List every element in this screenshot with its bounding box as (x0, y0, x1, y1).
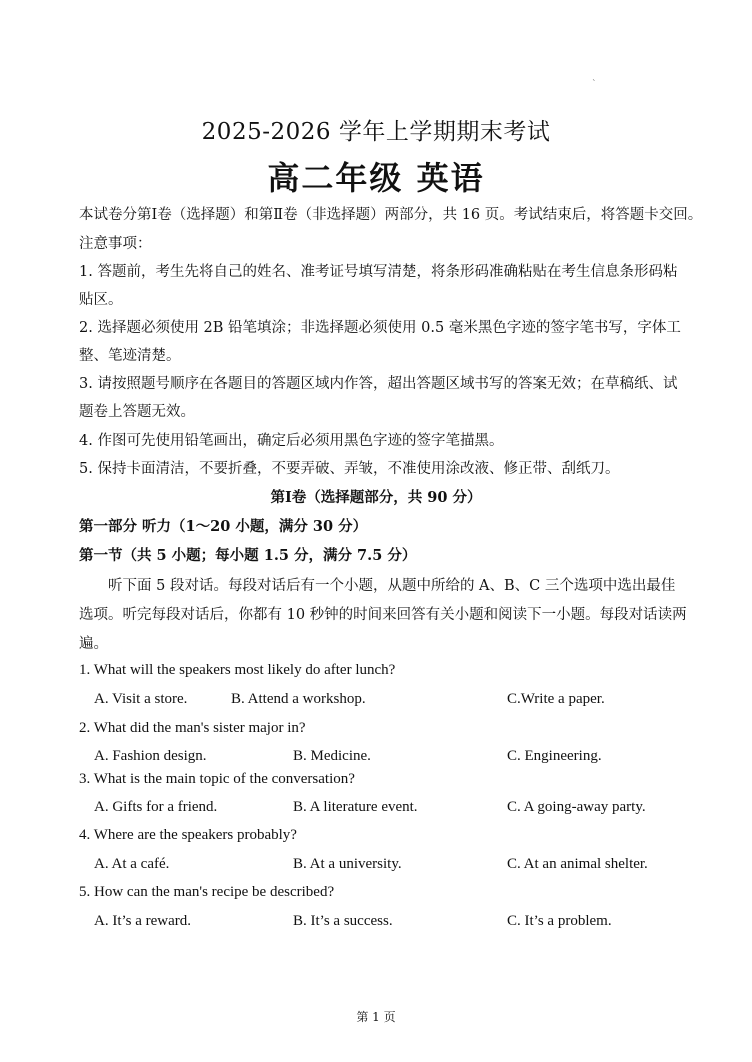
note-line: 1. 答题前，考生先将自己的姓名、准考证号填写清楚，将条形码准确粘贴在考生信息条形码粘 (79, 264, 678, 280)
note-line: 题卷上答题无效。 (79, 404, 195, 420)
intro-line: 本试卷分第Ⅰ卷（选择题）和第Ⅱ卷（非选择题）两部分，共 16 页。考试结束后，将答题卡交回。 (79, 207, 703, 223)
notice-heading: 注意事项： (79, 236, 152, 252)
question-stem: 3. What is the main topic of the conversation? (79, 771, 355, 787)
part-heading: 第一部分 听力（1～20 小题，满分 30 分） (79, 518, 368, 535)
option-b: B. Attend a workshop. (231, 691, 366, 707)
option-a: A. Visit a store. (94, 691, 188, 707)
option-b: B. Medicine. (293, 748, 371, 764)
subject-title: 高二年级 英语 (267, 159, 485, 197)
note-line: 4. 作图可先使用铅笔画出，确定后必须用黑色字迹的签字笔描黑。 (79, 433, 504, 449)
note-line: 贴区。 (79, 292, 123, 308)
note-line: 2. 选择题必须使用 2B 铅笔填涂；非选择题必须使用 0.5 毫米黑色字迹的签字笔书写，字体工 (79, 320, 681, 336)
option-b: B. It’s a success. (293, 913, 393, 929)
scan-mark: ` (592, 80, 597, 90)
option-a: A. It’s a reward. (94, 913, 192, 929)
question-stem: 4. Where are the speakers probably? (79, 827, 297, 843)
note-line: 5. 保持卡面清洁，不要折叠，不要弄破、弄皱，不准使用涂改液、修正带、刮纸刀。 (79, 461, 620, 477)
instruction-line: 听下面 5 段对话。每段对话后有一个小题，从题中所给的 A、B、C 三个选项中选出最佳 (108, 578, 676, 594)
option-c: C. At an animal shelter. (507, 856, 648, 872)
instruction-line: 遍。 (79, 636, 108, 652)
option-a: A. At a café. (94, 856, 170, 872)
option-a: A. Gifts for a friend. (94, 799, 218, 815)
option-c: C.Write a paper. (507, 691, 605, 707)
question-stem: 5. How can the man's recipe be described? (79, 884, 335, 900)
option-a: A. Fashion design. (94, 748, 207, 764)
instruction-line: 选项。听完每段对话后，你都有 10 秒钟的时间来回答有关小题和阅读下一小题。每段对话读两 (79, 607, 687, 623)
option-b: B. A literature event. (293, 799, 418, 815)
section-heading: 第一节（共 5 小题；每小题 1.5 分，满分 7.5 分） (79, 547, 417, 564)
option-b: B. At a university. (293, 856, 402, 872)
note-line: 3. 请按照题号顺序在各题目的答题区域内作答，超出答题区域书写的答案无效；在草稿纸、试 (79, 376, 678, 392)
note-line: 整、笔迹清楚。 (79, 348, 181, 364)
option-c: C. Engineering. (507, 748, 602, 764)
exam-title: 2025-2026 学年上学期期末考试 (201, 119, 551, 145)
option-c: C. It’s a problem. (507, 913, 612, 929)
question-stem: 2. What did the man's sister major in? (79, 720, 306, 736)
option-c: C. A going-away party. (507, 799, 646, 815)
page-number: 第 1 页 (356, 1010, 396, 1024)
question-stem: 1. What will the speakers most likely do after lunch? (79, 662, 396, 678)
volume-heading: 第Ⅰ卷（选择题部分，共 90 分） (270, 489, 482, 506)
